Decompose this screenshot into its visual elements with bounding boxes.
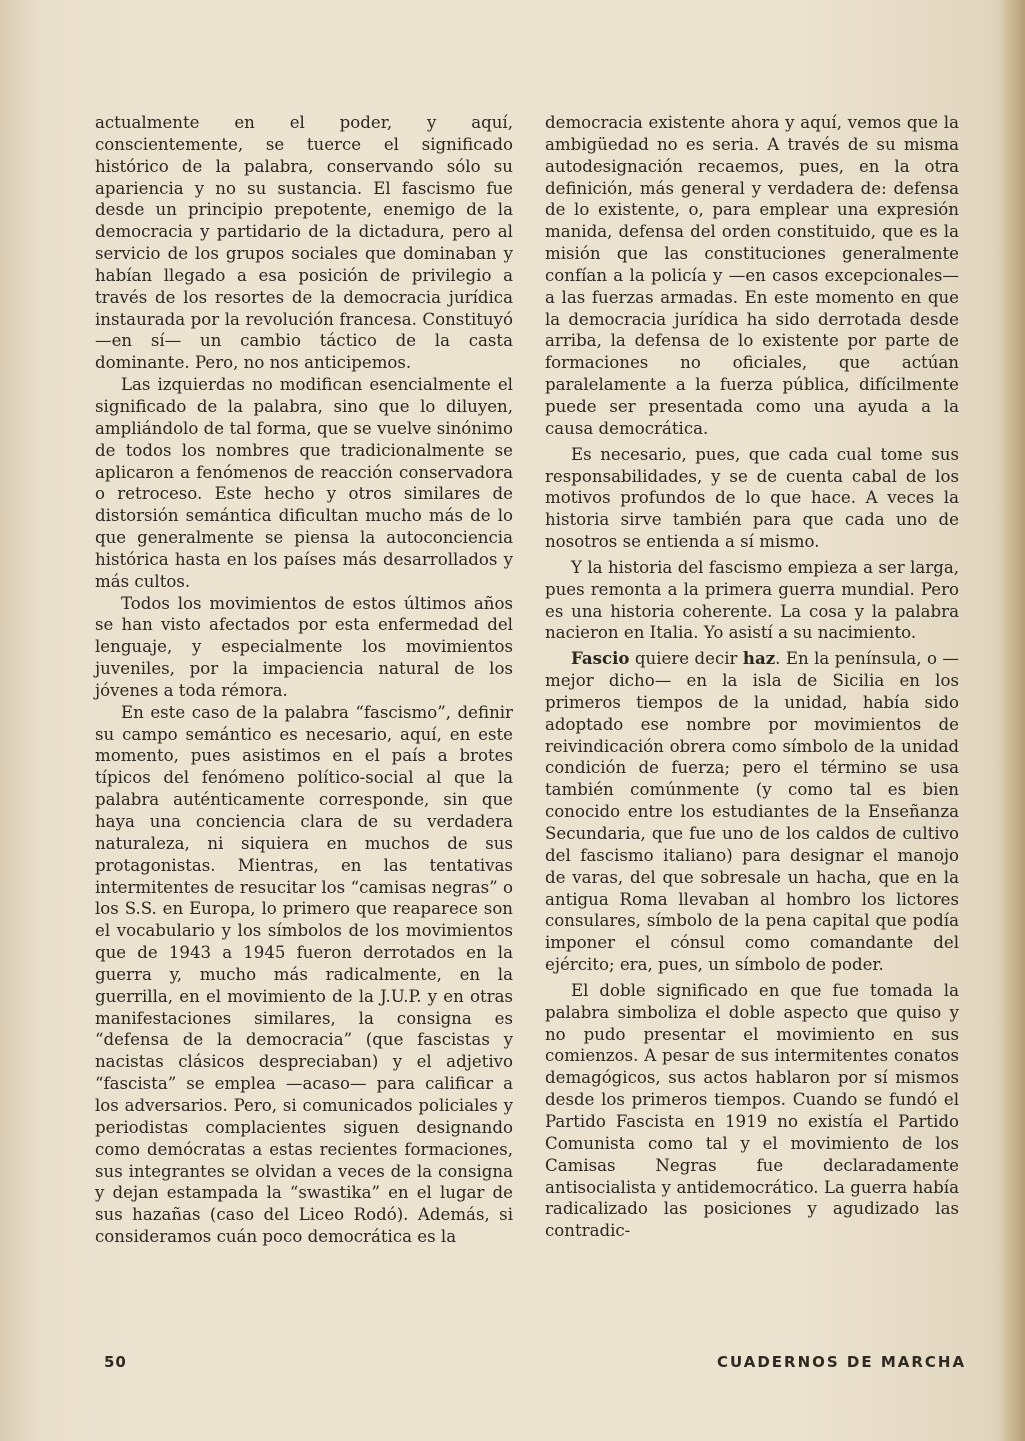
journal-name: CUADERNOS DE MARCHA	[717, 1353, 967, 1371]
paragraph: Y la historia del fascismo empieza a ser larga, pues remonta a la primera guerra mundial. Pero es una historia coherente. La cosa y la palabra nacieron en Italia. Yo asistí a su nacimiento.	[545, 557, 959, 643]
paragraph: En este caso de la palabra “fascismo”, definir su campo semántico es necesario, aquí, en este momento, pues asistimos en el país a brotes típicos del fenómeno político-social al que la palabra auténticamente corresponde, sin que haya una conciencia clara de su verdadera naturaleza, ni siquiera en muchos de sus protagonistas. Mientras, en las tentativas intermitentes de resucitar los “camisas negras” o los S.S. en Europa, lo primero que reaparece son el vocabulario y los símbolos de los movimientos que de 1943 a 1945 fueron derrotados en la guerra y, mucho más radicalmente, en la guerrilla, en el movimiento de la J.U.P. y en otras manifestaciones similares, la consigna es “defensa de la democracia” (que fascistas y nacistas clásicos despreciaban) y el adjetivo “fascista” se emplea —acaso— para calificar a los adversarios. Pero, si comunicados policiales y periodistas complacientes siguen designando como demócratas a estas recientes formaciones, sus integrantes se olvidan a veces de la consigna y dejan estampada la “swastika” en el lugar de sus hazañas (caso del Liceo Rodó). Además, si consideramos cuán poco democrática es la	[95, 702, 513, 1247]
paragraph-text: . En la península, o —mejor dicho— en la isla de Sicilia en los primeros tiempos de la unidad, había sido adoptado ese nombre por movimientos de reivindicación obrera como símbolo de la unidad condición de fuerza; pero el término se usa también comúnmente (y como tal es bien conocido entre los estudiantes de la Enseñanza Secundaria, que fue uno de los caldos de cultivo del fascismo italiano) para designar el manojo de varas, del que sobresale un hacha, que en la antigua Roma llevaban al hombro los lictores consulares, símbolo de la pena capital que podía imponer el cónsul como comandante del ejército; era, pues, un símbolo de poder.	[545, 649, 959, 975]
paragraph-text: quiere decir	[629, 649, 743, 669]
bold-term: haz	[742, 648, 776, 669]
paragraph: Todos los movimientos de estos últimos años se han visto afectados por esta enfermedad del lenguaje, y especialmente los movimientos juveniles, por la impaciencia natural de los jóvenes a toda rémora.	[95, 593, 513, 700]
paragraph: actualmente en el poder, y aquí, conscientemente, se tuerce el significado histórico de la palabra, conservando sólo su apariencia y no su sustancia. El fascismo fue desde un principio prepotente, enemigo de la democracia y partidario de la dictadura, pero al servicio de los grupos sociales que dominaban y habían llegado a esa posición de privilegio a través de los resortes de la democracia jurídica instaurada por la revolución francesa. Constituyó —en sí— un cambio táctico de la casta dominante. Pero, no nos anticipemos.	[95, 113, 513, 373]
paragraph: Las izquierdas no modifican esencialmente el significado de la palabra, sino que lo diluyen, ampliándolo de tal forma, que se vuelve sinónimo de todos los nombres que tradicionalmente se aplicaron a fenómenos de reacción conservadora o retroceso. Este hecho y otros similares de distorsión semántica dificultan mucho más de lo que generalmente se piensa la autoconciencia histórica hasta en los países más desarrollados y más cultos.	[95, 375, 513, 591]
page-number: 50	[104, 1353, 127, 1371]
left-text-column	[95, 112, 513, 1248]
page-edge	[1003, 0, 1025, 1441]
paragraph: democracia existente ahora y aquí, vemos que la ambigüedad no es seria. A través de su misma autodesignación recaemos, pues, en la otra definición, más general y verdadera de: defensa de lo existente, o, para emplear una expresión manida, defensa del orden constituido, que es la misión que las constituciones generalmente confían a la policía y —en casos excepcionales— a las fuerzas armadas. En este momento en que la democracia jurídica ha sido derrotada desde arriba, la defensa de lo existente por parte de formaciones no oficiales, que actúan paralelamente a la fuerza pública, difícilmente puede ser presentada como una ayuda a la causa democrática.	[545, 113, 959, 438]
paragraph	[545, 648, 959, 976]
bold-term: Fascio	[571, 648, 630, 669]
right-text-column	[545, 112, 959, 1242]
paragraph: El doble significado en que fue tomada la palabra simboliza el doble aspecto que quiso y no pudo presentar el movimiento en sus comienzos. A pesar de sus intermitentes conatos demagógicos, sus actos hablaron por sí mismos desde los primeros tiempos. Cuando se fundó el Partido Fascista en 1919 no existía el Partido Comunista como tal y el movimiento de los Camisas Negras fue declaradamente antisocialista y antidemocrático. La guerra había radicalizado las posiciones y agudizado las contradic-	[545, 980, 959, 1241]
paragraph: Es necesario, pues, que cada cual tome sus responsabilidades, y se de cuenta cabal de los motivos profundos de lo que hace. A veces la historia sirve también para que cada uno de nosotros se entienda a sí mismo.	[545, 444, 959, 552]
